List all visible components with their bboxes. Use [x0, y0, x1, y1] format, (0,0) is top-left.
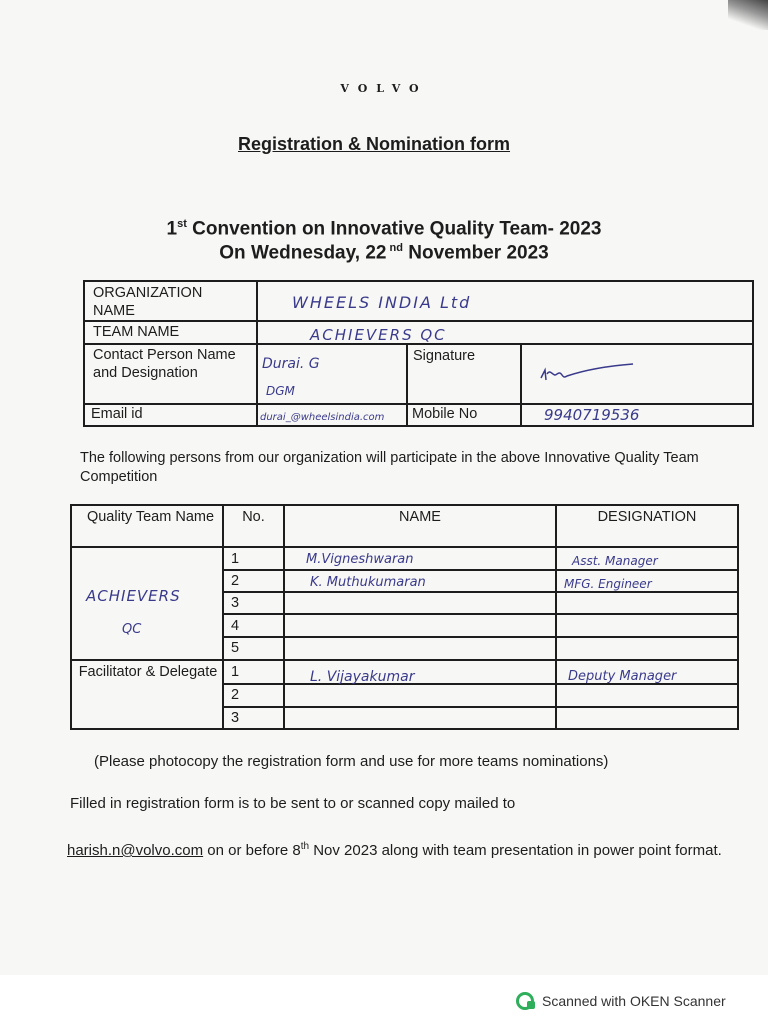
- header-quality-team: Quality Team Name: [86, 509, 215, 525]
- convention-title: 1st Convention on Innovative Quality Team- 2023: [166, 218, 602, 240]
- intro-text: The following persons from our organization will participate in the above Innovative Quality Team Competition: [80, 450, 699, 485]
- instruction-line: Filled in registration form is to be sent to or scanned copy mailed to: [70, 795, 516, 812]
- header-designation: DESIGNATION: [597, 509, 697, 525]
- facilitator-name: L. Vijayakumar: [310, 669, 415, 685]
- team-name-handwritten-line1: ACHIEVERS: [86, 587, 181, 605]
- member-name: K. Muthukumaran: [310, 575, 426, 590]
- member-name: M.Vigneshwaran: [306, 552, 414, 567]
- mobile-value: 9940719536: [544, 406, 640, 424]
- contact-name-value: Durai. G: [262, 356, 320, 372]
- member-no: 5: [231, 640, 240, 656]
- member-no: 1: [231, 551, 240, 567]
- contact-designation-value: DGM: [266, 384, 295, 398]
- email-label: Email id: [91, 406, 143, 422]
- instruction-deadline: harish.n@volvo.com on or before 8th Nov 2023 along with team presentation in power point format.: [67, 841, 722, 859]
- scanner-watermark: [516, 990, 726, 1012]
- scanner-logo-icon: [516, 992, 534, 1010]
- team-name-handwritten-line2: QC: [122, 622, 142, 637]
- header-name: NAME: [399, 509, 441, 525]
- member-designation: MFG. Engineer: [564, 577, 652, 591]
- facilitator-no: 3: [231, 710, 240, 726]
- member-designation: Asst. Manager: [572, 554, 658, 568]
- header-no: No.: [242, 509, 265, 525]
- email-value: durai_@wheelsindia.com: [260, 412, 385, 423]
- team-name-label: TEAM NAME: [93, 324, 180, 340]
- signature-label: Signature: [413, 348, 476, 364]
- facilitator-designation: Deputy Manager: [568, 669, 677, 684]
- form-title: Registration & Nomination form: [238, 134, 511, 154]
- photocopy-note: (Please photocopy the registration form and use for more teams nominations): [94, 753, 609, 770]
- facilitator-no: 2: [231, 687, 240, 703]
- mobile-label: Mobile No: [412, 406, 478, 422]
- convention-date: On Wednesday, 22 $^{nd}$ November 2023: [219, 242, 549, 264]
- org-name-label: ORGANIZATION NAME: [93, 285, 203, 319]
- member-no: 3: [231, 595, 240, 611]
- brand-wordmark: VOLVO: [340, 82, 428, 95]
- org-name-value: WHEELS INDIA Ltd: [292, 293, 472, 312]
- member-no: 2: [231, 573, 240, 589]
- contact-person-label: Contact Person Name and Designation: [93, 347, 236, 381]
- contact-email-link[interactable]: harish.n@volvo.com: [67, 842, 204, 859]
- scanner-label: Scanned with OKEN Scanner: [542, 993, 726, 1009]
- facilitator-label: Facilitator & Delegate: [78, 664, 218, 680]
- facilitator-no: 1: [231, 664, 240, 680]
- team-name-value: ACHIEVERS QC: [310, 326, 447, 344]
- member-no: 4: [231, 618, 240, 634]
